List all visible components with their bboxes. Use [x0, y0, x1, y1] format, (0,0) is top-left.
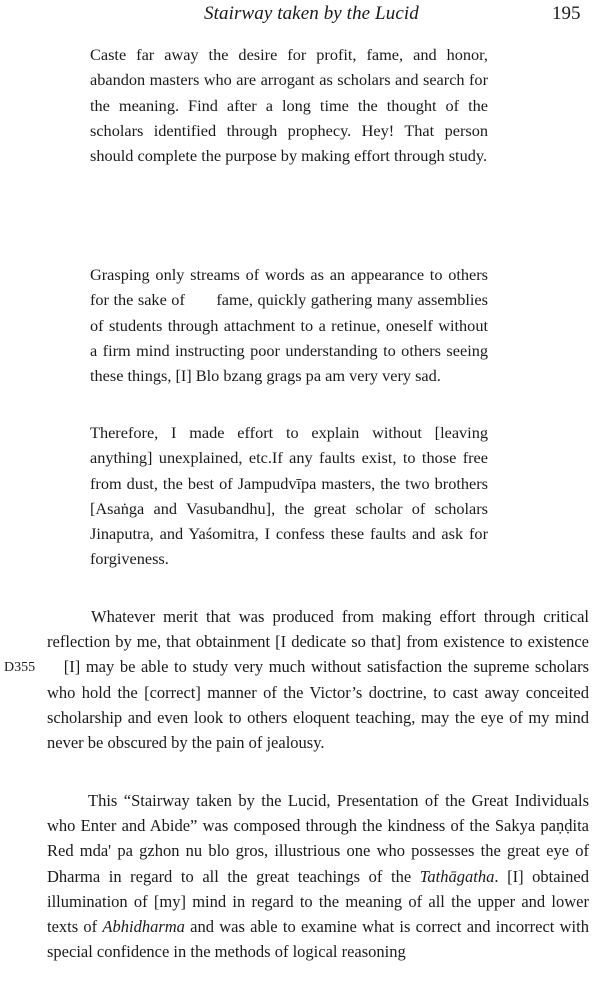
verse-2: Grasping only streams of words as an appearance to others for the sake of fame, quickly gathering many assemblies of students through attachment to a retinue, oneself without a firm mind instructing poor understanding to others seeing these things, [I] Blo bzang grags pa am very very sad.: [90, 265, 488, 386]
colophon-italic-tathagatha: Tathāgatha: [419, 866, 495, 886]
running-header: [0, 0, 600, 30]
verse-3: Therefore, I made effort to explain without [leaving anything] unexplained, etc.If any faults exist, to those free from dust, the best of Jampudvīpa masters, the two brothers [Asaṅga and Vasubandhu], the great scholar of scholars Jinaputra, and Yaśomitra, I confess these faults and ask for forgiveness.: [90, 423, 488, 569]
colophon-text-2: . [I] obtained illumination of [my] mind in regard to the meaning of all the upper and lower texts of: [47, 866, 589, 937]
colophon-text-3: and was able to examine what is correct and incorrect with special confidence in the methods of logical reasoning: [47, 917, 589, 962]
running-title: Stairway taken by the Lucid: [204, 3, 419, 24]
dedication-paragraph: Whatever merit that was produced from making effort through critical reflection by me, that obtainment [I dedicate so that] from existence to existence [I] may be able to study very much without satisfaction the supreme scholars who hold the [correct] manner of the Victor’s doctrine, to cast away conceited scholarship and even look to others eloquent teaching, may the eye of my mind never be obscured by the pain of jealousy.: [47, 607, 589, 753]
colophon-text-1: This “Stairway taken by the Lucid, Presentation of the Great Individuals who Enter and Abide” was composed through the kindness of the Sakya paṇḍita Red mda' pa gzhon nu blo gros, illustrious one who possesses the great eye of Dharma in regard to all the great teachings of the: [47, 791, 589, 886]
margin-reference: D355: [4, 660, 36, 675]
colophon-paragraph: [47, 788, 589, 964]
page-number: 195: [552, 3, 581, 24]
verse-1: Caste far away the desire for profit, fame, and honor, abandon masters who are arrogant as scholars and search for the meaning. Find after a long time the thought of the scholars identified through prophecy. Hey! That person should complete the purpose by making effort through study.: [90, 45, 488, 166]
colophon-italic-abhidharma: Abhidharma: [102, 917, 185, 937]
